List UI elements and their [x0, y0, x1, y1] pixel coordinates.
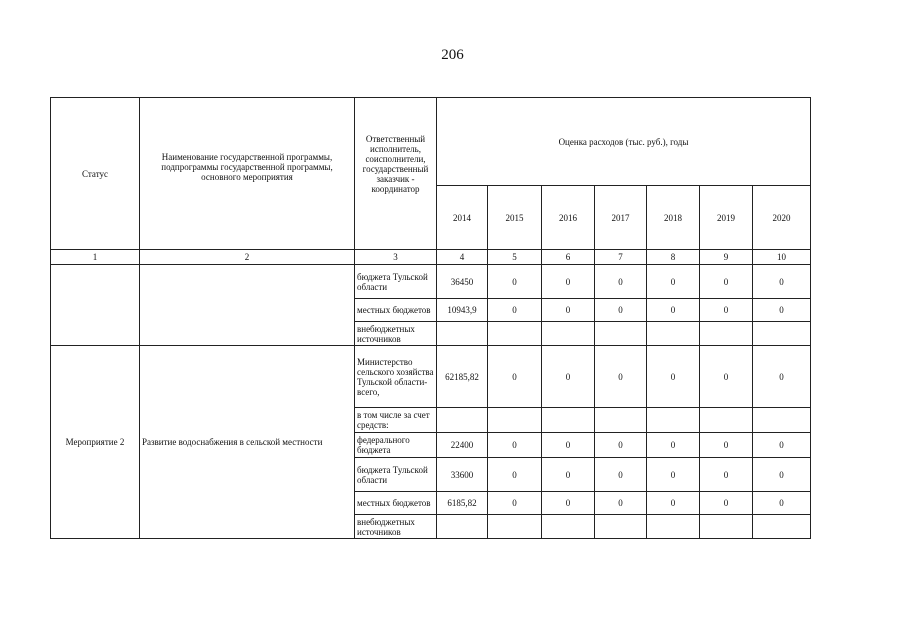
- activity-status: Мероприятие 2: [51, 346, 140, 539]
- value-cell: 0: [647, 433, 700, 458]
- column-number: 10: [753, 250, 811, 265]
- value-cell: 36450: [437, 265, 488, 299]
- header-costs: Оценка расходов (тыс. руб.), годы: [437, 98, 811, 186]
- funding-source: местных бюджетов: [355, 299, 437, 322]
- table-row: [51, 346, 811, 408]
- header-year: 2017: [595, 186, 647, 250]
- value-cell: 0: [595, 433, 647, 458]
- activity-name: Развитие водоснабжения в сельской местности: [140, 346, 355, 539]
- value-cell: 0: [753, 265, 811, 299]
- value-cell: 0: [542, 433, 595, 458]
- value-cell: [595, 322, 647, 346]
- value-cell: 0: [595, 458, 647, 492]
- funding-source: внебюджетных источников: [355, 515, 437, 539]
- value-cell: [700, 322, 753, 346]
- value-cell: [488, 408, 542, 433]
- value-cell: 0: [700, 265, 753, 299]
- header-responsible-text: Ответственный исполнитель, соисполнители, государственный заказчик - координатор: [362, 133, 429, 194]
- header-year: 2014: [437, 186, 488, 250]
- value-cell: 0: [595, 299, 647, 322]
- value-cell: 0: [488, 458, 542, 492]
- value-cell: [753, 322, 811, 346]
- value-cell: 0: [542, 346, 595, 408]
- column-number: 1: [51, 250, 140, 265]
- value-cell: 0: [647, 265, 700, 299]
- value-cell: [488, 515, 542, 539]
- header-year: 2015: [488, 186, 542, 250]
- value-cell: [437, 408, 488, 433]
- value-cell: 0: [542, 299, 595, 322]
- value-cell: 0: [700, 492, 753, 515]
- group1-name-cell: [140, 265, 355, 346]
- value-cell: 0: [488, 299, 542, 322]
- funding-source: в том числе за счет средств:: [355, 408, 437, 433]
- value-cell: 0: [595, 346, 647, 408]
- header-year: 2020: [753, 186, 811, 250]
- header-year: 2016: [542, 186, 595, 250]
- column-number: 9: [700, 250, 753, 265]
- value-cell: [753, 515, 811, 539]
- value-cell: 0: [595, 492, 647, 515]
- header-name-text: Наименование государственной программы, подпрограммы государственной программы, основного мероприятия: [161, 151, 333, 182]
- group1-status-cell: [51, 265, 140, 346]
- header-status: Статус: [51, 98, 140, 250]
- value-cell: [542, 515, 595, 539]
- value-cell: 0: [753, 346, 811, 408]
- value-cell: [595, 515, 647, 539]
- column-number: 2: [140, 250, 355, 265]
- header-year: 2018: [647, 186, 700, 250]
- value-cell: 0: [488, 492, 542, 515]
- column-number: 4: [437, 250, 488, 265]
- funding-source: местных бюджетов: [355, 492, 437, 515]
- value-cell: [437, 515, 488, 539]
- value-cell: 62185,82: [437, 346, 488, 408]
- header-name: [140, 98, 355, 250]
- value-cell: 0: [542, 265, 595, 299]
- column-numbers-row: [51, 250, 811, 265]
- value-cell: [542, 322, 595, 346]
- value-cell: [700, 515, 753, 539]
- value-cell: 6185,82: [437, 492, 488, 515]
- column-number: 7: [595, 250, 647, 265]
- value-cell: 0: [700, 458, 753, 492]
- value-cell: 0: [700, 433, 753, 458]
- header-year: 2019: [700, 186, 753, 250]
- column-number: 5: [488, 250, 542, 265]
- value-cell: [437, 322, 488, 346]
- value-cell: [753, 408, 811, 433]
- value-cell: [488, 322, 542, 346]
- funding-source: внебюджетных источников: [355, 322, 437, 346]
- value-cell: [595, 408, 647, 433]
- value-cell: [647, 408, 700, 433]
- value-cell: 0: [542, 458, 595, 492]
- value-cell: 22400: [437, 433, 488, 458]
- value-cell: [647, 515, 700, 539]
- page-number: 206: [441, 47, 464, 63]
- column-number: 8: [647, 250, 700, 265]
- value-cell: [542, 408, 595, 433]
- value-cell: 0: [647, 346, 700, 408]
- budget-table: [50, 97, 811, 539]
- header-responsible: [355, 98, 437, 250]
- value-cell: 0: [647, 458, 700, 492]
- funding-source: федерального бюджета: [355, 433, 437, 458]
- value-cell: 0: [753, 433, 811, 458]
- value-cell: 0: [647, 299, 700, 322]
- value-cell: 0: [595, 265, 647, 299]
- column-number: 3: [355, 250, 437, 265]
- value-cell: 0: [753, 458, 811, 492]
- table-row: [51, 265, 811, 299]
- value-cell: 0: [488, 433, 542, 458]
- value-cell: [647, 322, 700, 346]
- value-cell: 0: [542, 492, 595, 515]
- funding-source: бюджета Тульской области: [355, 458, 437, 492]
- funding-source: Министерство сельского хозяйства Тульской области- всего,: [355, 346, 437, 408]
- value-cell: 0: [488, 265, 542, 299]
- value-cell: 10943,9: [437, 299, 488, 322]
- value-cell: 0: [700, 346, 753, 408]
- column-number: 6: [542, 250, 595, 265]
- value-cell: 0: [647, 492, 700, 515]
- value-cell: 0: [753, 299, 811, 322]
- value-cell: 0: [700, 299, 753, 322]
- value-cell: 33600: [437, 458, 488, 492]
- value-cell: [700, 408, 753, 433]
- value-cell: 0: [488, 346, 542, 408]
- value-cell: 0: [753, 492, 811, 515]
- funding-source: бюджета Тульской области: [355, 265, 437, 299]
